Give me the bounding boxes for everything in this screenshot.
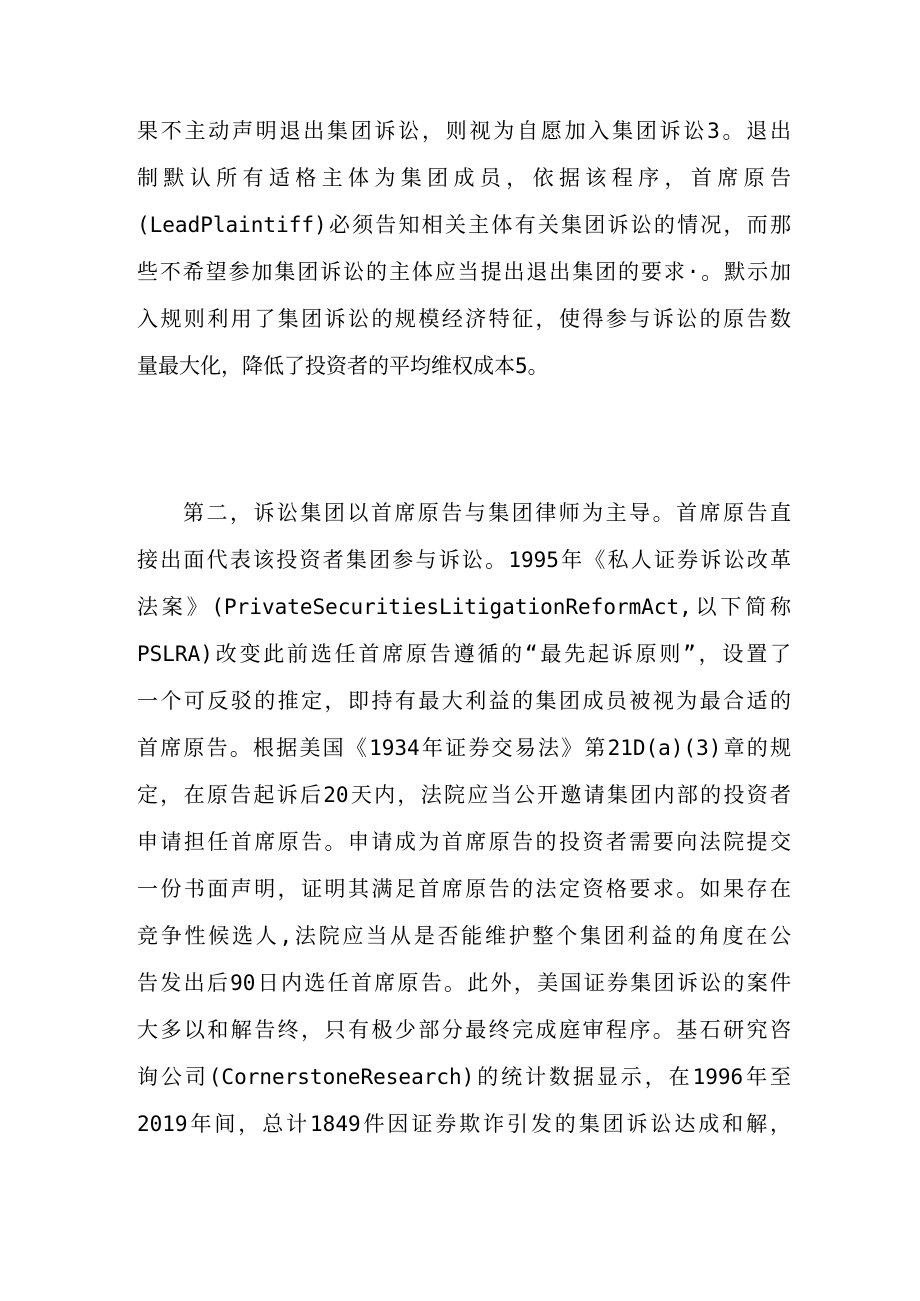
text-line: 大多以和解告终，只有极少部分最终完成庭审程序。基石研究咨 (137, 1018, 791, 1042)
text-line: 接出面代表该投资者集团参与诉讼。1995年《私人证券诉讼改革 (137, 548, 791, 572)
text-line: 法案》(PrivateSecuritiesLitigationReformAct,以下简称 (137, 595, 791, 619)
text-line: 入规则利用了集团诉讼的规模经济特征，使得参与诉讼的原告数 (137, 307, 791, 331)
text-line: 一个可反驳的推定，即持有最大利益的集团成员被视为最合适的 (137, 689, 791, 713)
text-line: 果不主动声明退出集团诉讼，则视为自愿加入集团诉讼3。退出 (137, 119, 791, 143)
paragraph-lead-plaintiff (137, 490, 791, 1148)
text-line: 询公司(CornerstoneResearch)的统计数据显示，在1996年至 (137, 1065, 791, 1089)
text-line: 2019年间，总计1849件因证券欺诈引发的集团诉讼达成和解， (137, 1112, 791, 1136)
text-line: 制默认所有适格主体为集团成员，依据该程序，首席原告 (137, 166, 791, 190)
text-line: 量最大化，降低了投资者的平均维权成本5。 (137, 354, 549, 378)
text-line: (LeadPlaintiff)必须告知相关主体有关集团诉讼的情况，而那 (137, 213, 791, 237)
text-line: 告发出后90日内选任首席原告。此外，美国证券集团诉讼的案件 (137, 971, 791, 995)
text-line: 竞争性候选人,法院应当从是否能维护整个集团利益的角度在公 (137, 924, 791, 948)
text-line: 首席原告。根据美国《1934年证券交易法》第21D(a)(3)章的规 (137, 736, 791, 760)
text-line: 些不希望参加集团诉讼的主体应当提出退出集团的要求·。默示加 (137, 260, 791, 284)
text-line: 申请担任首席原告。申请成为首席原告的投资者需要向法院提交 (137, 830, 791, 854)
paragraph-opt-out-rule (137, 108, 791, 390)
text-line: 一份书面声明，证明其满足首席原告的法定资格要求。如果存在 (137, 877, 791, 901)
text-line: PSLRA)改变此前选任首席原告遵循的“最先起诉原则”，设置了 (137, 642, 791, 666)
text-line: 定，在原告起诉后20天内，法院应当公开邀请集团内部的投资者 (137, 783, 791, 807)
text-line: 第二，诉讼集团以首席原告与集团律师为主导。首席原告直 (183, 501, 791, 525)
